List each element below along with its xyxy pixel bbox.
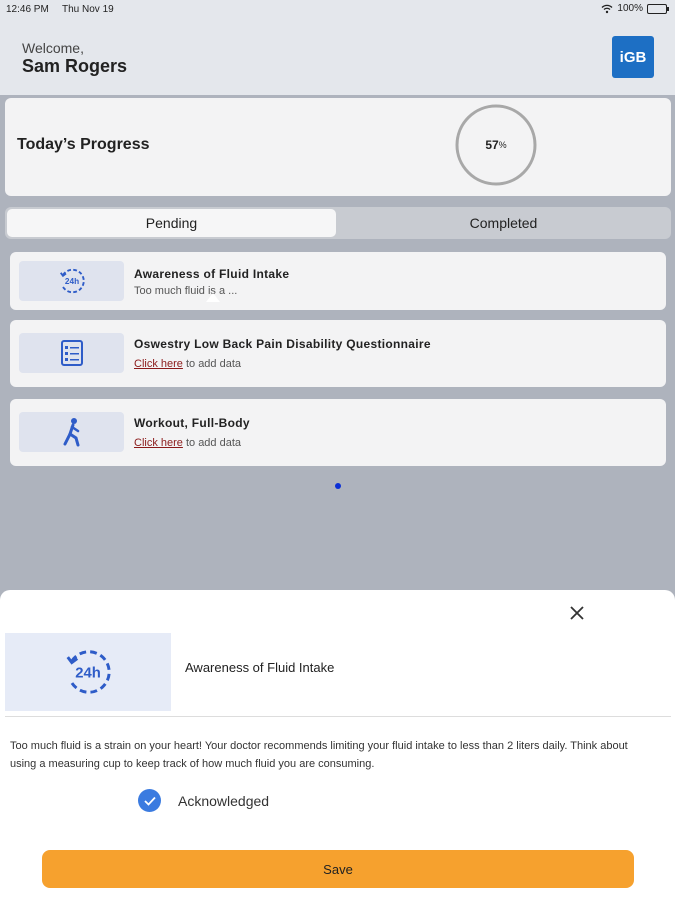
divider xyxy=(5,716,671,717)
task-tabs xyxy=(5,207,671,239)
user-name: Sam Rogers xyxy=(22,56,128,76)
24h-clock-icon xyxy=(57,266,87,296)
app-logo: iGB xyxy=(612,36,654,78)
status-date: Thu Nov 19 xyxy=(62,4,114,15)
wifi-icon xyxy=(601,4,613,14)
task-title: Awareness of Fluid Intake xyxy=(134,267,290,281)
status-bar xyxy=(0,0,675,20)
svg-text:24h: 24h xyxy=(75,665,101,682)
status-indicators xyxy=(601,3,667,14)
progress-number: 57 xyxy=(485,138,499,152)
checkmark-icon xyxy=(144,796,156,806)
close-button[interactable] xyxy=(566,602,588,624)
walking-person-icon xyxy=(60,417,84,447)
task-title: Workout, Full-Body xyxy=(134,416,250,430)
click-here-link[interactable]: Click here xyxy=(134,437,183,449)
tab-pending[interactable]: Pending xyxy=(7,209,336,237)
header xyxy=(0,20,675,95)
tab-completed[interactable]: Completed xyxy=(469,215,538,231)
svg-text:24h: 24h xyxy=(64,277,79,286)
task-icon-box xyxy=(19,333,124,373)
task-card-workout[interactable] xyxy=(10,399,666,466)
task-add-data xyxy=(134,437,241,449)
checklist-icon xyxy=(60,339,84,367)
selection-pointer xyxy=(206,293,220,302)
task-card-oswestry[interactable] xyxy=(10,320,666,387)
task-card-fluid-intake[interactable] xyxy=(10,252,666,310)
task-add-data xyxy=(134,358,241,370)
click-here-link[interactable]: Click here xyxy=(134,358,183,370)
sheet-description: Too much fluid is a strain on your heart! Your doctor recommends limiting your fluid intake to less than 2 liters daily. Think about using a measuring cup to keep track of how much fluid you are consuming. xyxy=(10,740,628,770)
link-suffix: to add data xyxy=(182,358,242,370)
acknowledged-label: Acknowledged xyxy=(178,793,270,809)
progress-value xyxy=(454,103,538,187)
acknowledged-checkbox[interactable] xyxy=(138,789,161,812)
24h-clock-icon xyxy=(61,645,115,699)
task-icon-box xyxy=(19,261,124,301)
save-button[interactable]: Save xyxy=(42,850,634,888)
task-icon-box xyxy=(19,412,124,452)
page-indicator-dot xyxy=(335,483,341,489)
sheet-icon-box xyxy=(5,633,171,711)
task-title: Oswestry Low Back Pain Disability Questionnaire xyxy=(134,337,431,351)
close-icon xyxy=(570,606,584,620)
progress-unit: % xyxy=(498,140,507,150)
progress-card xyxy=(5,98,671,196)
battery-percent: 100% xyxy=(617,3,643,14)
status-time: 12:46 PM xyxy=(6,4,49,15)
sheet-title: Awareness of Fluid Intake xyxy=(185,660,335,675)
link-suffix: to add data xyxy=(182,437,242,449)
task-detail-sheet xyxy=(0,590,675,900)
welcome-text: Welcome, xyxy=(22,40,84,56)
battery-icon xyxy=(647,4,667,14)
task-subtitle: Too much fluid is a ... xyxy=(134,285,238,297)
progress-title: Today’s Progress xyxy=(17,136,150,153)
